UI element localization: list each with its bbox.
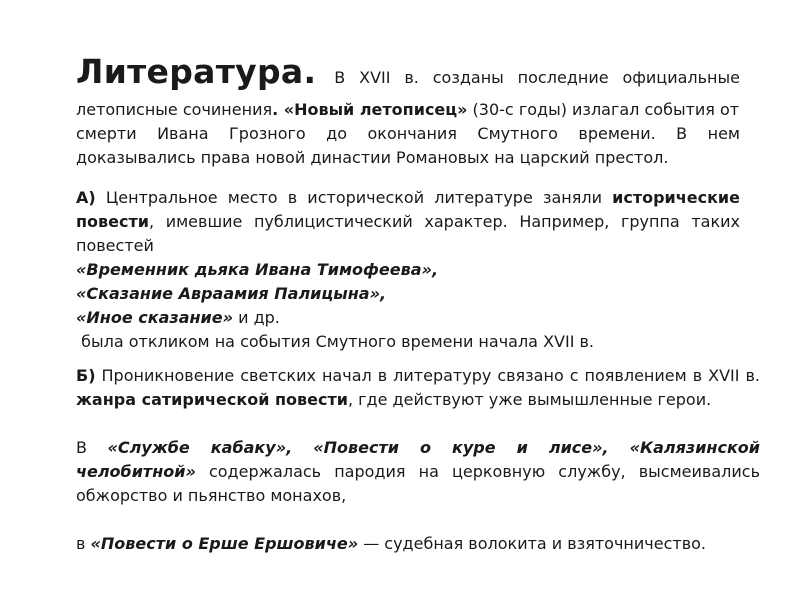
section-c	[76, 436, 760, 508]
historical-tales-term: исторические повести	[76, 188, 740, 231]
intro-line-2	[76, 98, 740, 122]
section-a-closing: была откликом на события Смутного времени начала XVII в.	[76, 332, 595, 351]
intro-line-4: доказывались права новой династии Романовых на царский престол.	[76, 148, 669, 167]
section-c-text-2: содержалась пародия на церковную службу, высмеивались обжорство и пьянство монахов,	[76, 462, 760, 505]
work-title-3-tail: и др.	[233, 308, 280, 327]
section-d-paragraph	[76, 532, 740, 556]
work-title-3-line	[76, 306, 740, 330]
section-a-text-1: Центральное место в исторической литературе заняли	[95, 188, 613, 207]
section-c-text-1: В	[76, 438, 108, 457]
section-a-paragraph	[76, 186, 740, 258]
intro-line-1-text: В XVII в. созданы последние официальные	[334, 68, 740, 87]
section-d-text-1: в	[76, 534, 91, 553]
work-title-3: «Иное сказание»	[76, 308, 234, 327]
new-chronicle-title: . «Новый летописец»	[272, 100, 468, 119]
section-b-text-1: Проникновение светских начал в литературу связано с появлением в XVII в.	[95, 366, 760, 385]
work-title-1: «Временник дьяка Ивана Тимофеева»,	[76, 260, 439, 279]
section-c-paragraph	[76, 436, 760, 508]
section-d-text-2: — судебная волокита и взяточничество.	[358, 534, 706, 553]
section-b-paragraph	[76, 364, 760, 412]
intro-paragraph	[76, 52, 740, 170]
satirical-works-list: «Службе кабаку», «Повести о куре и лисе», «Калязинской челобитной»	[76, 438, 761, 481]
section-b	[76, 364, 760, 412]
page-title: Литература.	[76, 52, 317, 91]
intro-line-3: смерти Ивана Грозного до окончания Смутного времени. В нем	[76, 124, 740, 143]
section-a-text-2: , имевшие публицистический характер. Например, группа таких повестей	[76, 212, 740, 255]
section-a	[76, 186, 740, 354]
intro-line-2-c: (30-с годы) излагал события от	[467, 100, 740, 119]
section-a-marker: А)	[76, 188, 96, 207]
intro-line-2-a: летописные сочинения	[76, 100, 273, 119]
section-b-text-2: , где действуют уже вымышленные герои.	[347, 390, 712, 409]
satirical-tale-term: жанра сатирической повести	[76, 390, 348, 409]
section-d	[76, 532, 740, 556]
intro-line-1	[76, 52, 740, 98]
section-b-marker: Б)	[76, 366, 96, 385]
work-title-2: «Сказание Авраамия Палицына»,	[76, 284, 387, 303]
ersh-tale-title: «Повести о Ерше Ершовиче»	[90, 534, 359, 553]
